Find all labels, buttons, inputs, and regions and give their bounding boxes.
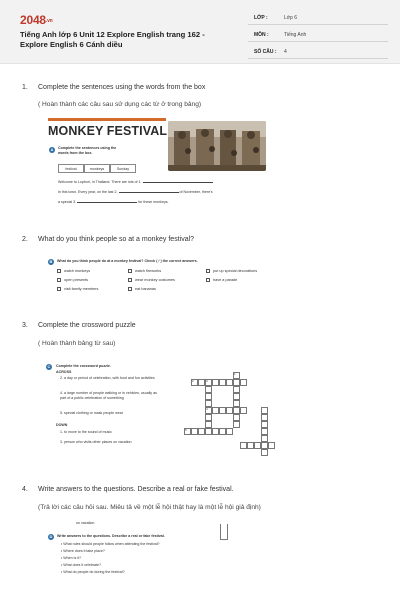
exercise-instruction: What do you think people do at a monkey festival? Check (✓) the correct answers. xyxy=(57,259,198,263)
monkey-photo xyxy=(168,121,266,171)
crossword-number: 1 xyxy=(234,372,236,376)
question-4 xyxy=(22,486,234,493)
crossword-cell[interactable] xyxy=(191,428,198,435)
question-4-translation: (Trả lời các câu hỏi sau. Miêu tả về một lễ hội thật hay là một lễ hội giả định) xyxy=(38,504,261,511)
meta-class-value: Lớp 6 xyxy=(284,15,298,21)
crossword-cell[interactable] xyxy=(233,407,240,414)
meta-class-row xyxy=(248,12,388,25)
question-number: 1. xyxy=(22,84,28,91)
checkbox[interactable] xyxy=(57,278,61,282)
crossword-cell[interactable] xyxy=(205,421,212,428)
question-text: What do you think people so at a monkey festival? xyxy=(38,236,195,243)
exercise-d-image xyxy=(46,518,276,588)
answer-blank xyxy=(119,192,179,193)
crossword-cell[interactable] xyxy=(219,428,226,435)
page-header xyxy=(0,0,400,64)
crossword-cell[interactable] xyxy=(226,428,233,435)
answer-blank xyxy=(143,182,213,183)
crossword-cell[interactable] xyxy=(261,414,268,421)
question-1-translation: ( Hoàn thành các câu sau sử dụng các từ ở trong bảng) xyxy=(38,101,202,108)
crossword-cell[interactable] xyxy=(205,414,212,421)
logo-text: 2048 xyxy=(20,13,46,27)
crossword-grid[interactable] xyxy=(170,372,282,466)
page-title: Tiếng Anh lớp 6 Unit 12 Explore English trang 162 - Explore English 6 Cánh diều xyxy=(20,30,205,49)
checkbox-option[interactable] xyxy=(128,278,175,282)
crossword-cell[interactable] xyxy=(240,442,247,449)
crossword-cell[interactable] xyxy=(205,400,212,407)
crossword-cell[interactable] xyxy=(254,442,261,449)
option-label: wear monkey costumes xyxy=(135,278,175,282)
question-item: • What do people do during the festival? xyxy=(61,570,125,574)
meta-subject-label: MÔN : xyxy=(254,32,269,38)
question-text: Complete the sentences using the words from the box xyxy=(38,84,206,91)
title-accent-bar xyxy=(48,118,166,121)
crossword-cell[interactable] xyxy=(198,379,205,386)
option-label: watch monkeys xyxy=(64,269,91,273)
crossword-cell[interactable] xyxy=(233,379,240,386)
item-text: What do people do during the festival? xyxy=(63,570,125,574)
site-logo[interactable] xyxy=(20,13,53,27)
exercise-c-image xyxy=(46,360,286,465)
answer-blank xyxy=(77,202,137,203)
clue-continuation: on vacation xyxy=(76,521,95,525)
checkbox-option[interactable] xyxy=(128,287,156,291)
crossword-cell[interactable] xyxy=(233,386,240,393)
question-item: • Where does it take place? xyxy=(61,549,105,553)
item-text: What rules should people follow when attending the festival? xyxy=(63,542,160,546)
meta-count-value: 4 xyxy=(284,49,287,55)
question-item: • What does it celebrate? xyxy=(61,563,102,567)
question-3 xyxy=(22,322,136,329)
crossword-cell[interactable] xyxy=(212,379,219,386)
checkbox-option[interactable] xyxy=(57,269,90,273)
sentence-line-1 xyxy=(58,180,268,185)
checkbox-option[interactable] xyxy=(206,278,237,282)
question-item: • When is it? xyxy=(61,556,82,560)
crossword-cell[interactable] xyxy=(219,379,226,386)
checkbox-option[interactable] xyxy=(57,287,98,291)
clue-down: 3. person who visits other places on vacation xyxy=(60,440,132,444)
word-box-item: monkeys xyxy=(84,164,110,173)
sentence-line-3 xyxy=(58,200,268,205)
sentence-text: of November, there's xyxy=(179,190,213,194)
sentence-text: a special 3. xyxy=(58,200,77,204)
clue-across: 5. special clothing or mask people wear xyxy=(60,411,123,415)
option-label: open presents xyxy=(64,278,89,282)
question-number: 3. xyxy=(22,322,28,329)
checkbox[interactable] xyxy=(57,269,61,273)
crossword-cell[interactable] xyxy=(261,449,268,456)
crossword-number: 2 xyxy=(192,379,194,383)
option-label: put up special decorations xyxy=(213,269,258,273)
crossword-number: 5 xyxy=(185,428,187,432)
item-text: What does it celebrate? xyxy=(63,563,102,567)
across-heading: ACROSS xyxy=(56,370,72,374)
logo-tld: .vn xyxy=(45,18,53,24)
meta-count-label: SỐ CÂU : xyxy=(254,49,277,55)
option-label: visit family members xyxy=(64,287,99,291)
item-text: When is it? xyxy=(63,556,82,560)
crossword-cell[interactable] xyxy=(261,428,268,435)
checkbox[interactable] xyxy=(128,287,132,291)
crossword-cell[interactable] xyxy=(261,442,268,449)
crossword-cell[interactable] xyxy=(219,407,226,414)
option-label: eat bananas xyxy=(135,287,156,291)
checkbox[interactable] xyxy=(128,278,132,282)
sentence-line-2 xyxy=(58,190,268,195)
question-1 xyxy=(22,84,205,91)
word-box-item: Sunday xyxy=(110,164,136,173)
festival-title: MONKEY FESTIVAL xyxy=(48,124,168,138)
sentence-text: Welcome to Lopburi, in Thailand. There are lots of 1. xyxy=(58,180,142,184)
item-text: Where does it take place? xyxy=(63,549,105,553)
crossword-cell[interactable] xyxy=(268,442,275,449)
crossword-cell[interactable] xyxy=(212,407,219,414)
checkbox-option[interactable] xyxy=(128,269,161,273)
crossword-cell[interactable] xyxy=(233,414,240,421)
checkbox[interactable] xyxy=(206,278,210,282)
checkbox[interactable] xyxy=(57,287,61,291)
option-label: have a parade xyxy=(213,278,238,282)
exercise-instruction: Write answers to the questions. Describe a real or fake festival. xyxy=(57,534,165,538)
crossword-cell[interactable] xyxy=(261,421,268,428)
crossword-cell[interactable] xyxy=(233,421,240,428)
crossword-number: 4 xyxy=(206,407,208,411)
meta-panel xyxy=(248,12,388,63)
crossword-cell[interactable] xyxy=(240,379,247,386)
checkbox[interactable] xyxy=(206,269,210,273)
exercise-badge-d: D xyxy=(49,534,53,539)
clue-across: 4. a large number of people walking or in vehicles, usually as part of a public celebration of something xyxy=(60,391,157,400)
crossword-cell[interactable] xyxy=(247,442,254,449)
question-text: Write answers to the questions. Describe a real or fake festival. xyxy=(38,486,234,493)
crossword-cell[interactable] xyxy=(226,407,233,414)
clue-down: 1. to move to the sound of music xyxy=(60,430,112,434)
sentence-text: in this town. Every year, on the last 2. xyxy=(58,190,118,194)
meta-count-row xyxy=(248,46,388,59)
word-box-item: festival xyxy=(58,164,84,173)
option-label: watch fireworks xyxy=(135,269,162,273)
clue-across: 2. a day or period of celebration, with food and fun activities xyxy=(60,376,155,380)
checkbox[interactable] xyxy=(128,269,132,273)
down-heading: DOWN xyxy=(56,423,68,427)
question-item: • What rules should people follow when attending the festival? xyxy=(61,542,160,546)
checkbox-option[interactable] xyxy=(57,278,88,282)
sentence-text: for these monkeys. xyxy=(138,200,169,204)
question-number: 2. xyxy=(22,236,28,243)
crossword-cell[interactable] xyxy=(226,379,233,386)
crossword-cell[interactable] xyxy=(198,428,205,435)
crossword-cell[interactable] xyxy=(261,407,268,414)
checkbox-option[interactable] xyxy=(206,269,257,273)
exercise-instruction: Complete the sentences using the words from the box. xyxy=(58,146,117,155)
crossword-cell[interactable] xyxy=(240,407,247,414)
question-number: 4. xyxy=(22,486,28,493)
crossword-number: 3 xyxy=(206,379,208,383)
crossword-cell[interactable] xyxy=(233,393,240,400)
crossword-cell[interactable] xyxy=(233,400,240,407)
question-3-translation: ( Hoàn thành bảng từ sau) xyxy=(38,340,116,347)
crossword-cell[interactable] xyxy=(212,428,219,435)
meta-subject-row xyxy=(248,29,388,42)
crossword-cell[interactable] xyxy=(261,435,268,442)
exercise-b-image xyxy=(48,258,318,296)
exercise-badge-c: C xyxy=(47,364,51,369)
crossword-cell[interactable] xyxy=(205,386,212,393)
crossword-cell[interactable] xyxy=(205,393,212,400)
exercise-instruction: Complete the crossword puzzle. xyxy=(56,364,111,368)
question-text: Complete the crossword puzzle xyxy=(38,322,136,329)
meta-class-label: LỚP : xyxy=(254,15,268,21)
exercise-badge-a: A xyxy=(50,147,54,152)
question-2 xyxy=(22,236,194,243)
exercise-badge-b: B xyxy=(49,259,53,264)
meta-subject-value: Tiếng Anh xyxy=(284,32,307,38)
crossword-cell[interactable] xyxy=(205,428,212,435)
